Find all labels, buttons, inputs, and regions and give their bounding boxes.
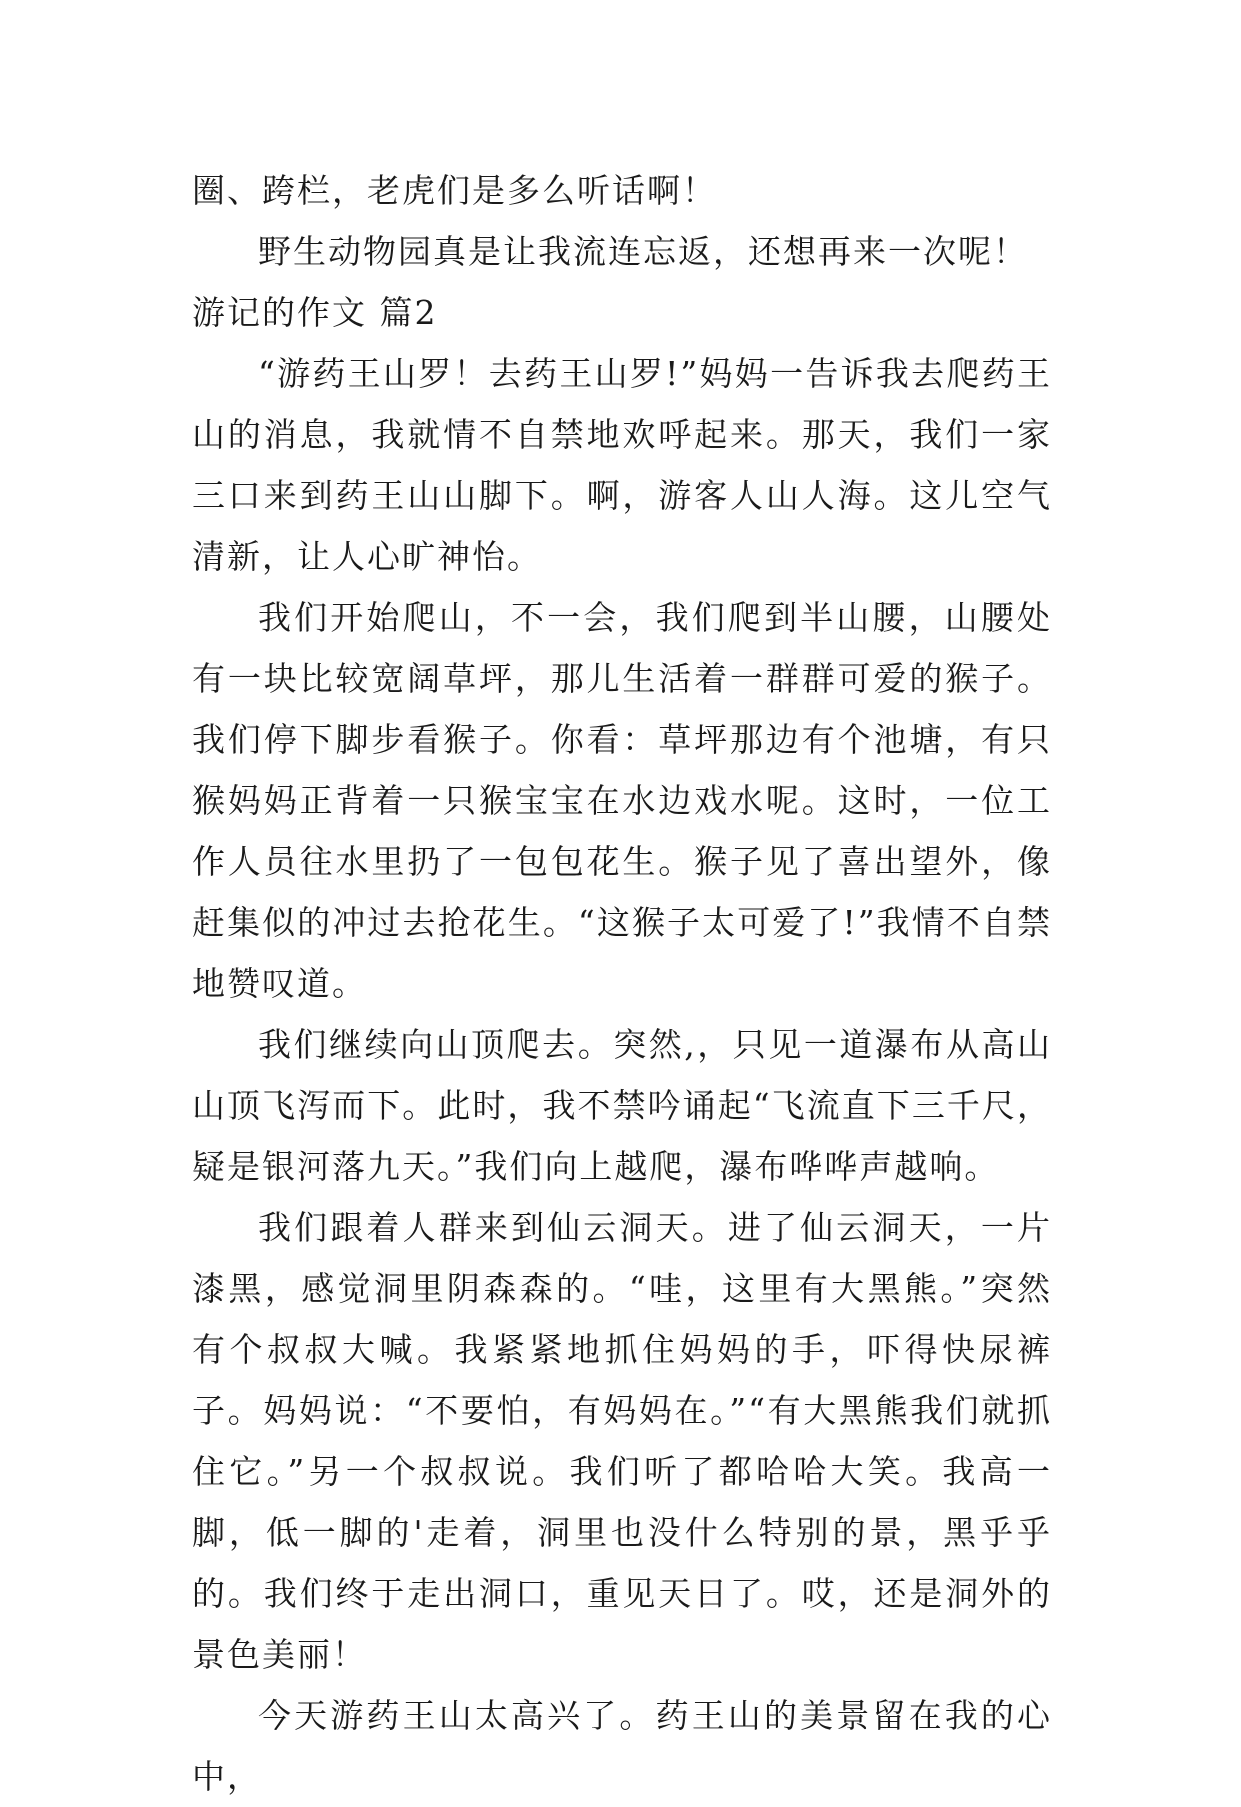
paragraph-continued: 圈、跨栏，老虎们是多么听话啊！ <box>192 171 717 210</box>
paragraph: 今天游药王山太高兴了。药王山的美景留在我的心中， <box>192 1696 1052 1796</box>
paragraph: 野生动物园真是让我流连忘返，还想再来一次呢！ <box>258 232 1028 271</box>
document-body <box>192 160 1052 1807</box>
paragraph: 我们跟着人群来到仙云洞天。进了仙云洞天，一片漆黑，感觉洞里阴森森的。“哇，这里有大黑熊。”突然有个叔叔大喊。我紧紧地抓住妈妈的手，吓得快尿裤子。妈妈说：“不要怕，有妈妈在。”“有大黑熊我们就抓住它。”另一个叔叔说。我们听了都哈哈大笑。我高一脚，低一脚的'走着，洞里也没什么特别的景，黑乎乎的。我们终于走出洞口，重见天日了。哎，还是洞外的景色美丽！ <box>192 1208 1052 1674</box>
paragraph: 我们开始爬山，不一会，我们爬到半山腰，山腰处有一块比较宽阔草坪，那儿生活着一群群可爱的猴子。我们停下脚步看猴子。你看：草坪那边有个池塘，有只猴妈妈正背着一只猴宝宝在水边戏水呢。这时，一位工作人员往水里扔了一包包花生。猴子见了喜出望外，像赶集似的冲过去抢花生。“这猴子太可爱了!”我情不自禁地赞叹道。 <box>192 598 1052 1003</box>
paragraph: 我们继续向山顶爬去。突然,，只见一道瀑布从高山山顶飞泻而下。此时，我不禁吟诵起“飞流直下三千尺，疑是银河落九天。”我们向上越爬，瀑布哗哗声越响。 <box>192 1025 1052 1186</box>
paragraph: “游药王山罗！去药王山罗!”妈妈一告诉我去爬药王山的消息，我就情不自禁地欢呼起来。那天，我们一家三口来到药王山山脚下。啊，游客人山人海。这儿空气清新，让人心旷神怡。 <box>192 354 1052 576</box>
section-heading: 游记的作文 篇2 <box>192 293 438 332</box>
